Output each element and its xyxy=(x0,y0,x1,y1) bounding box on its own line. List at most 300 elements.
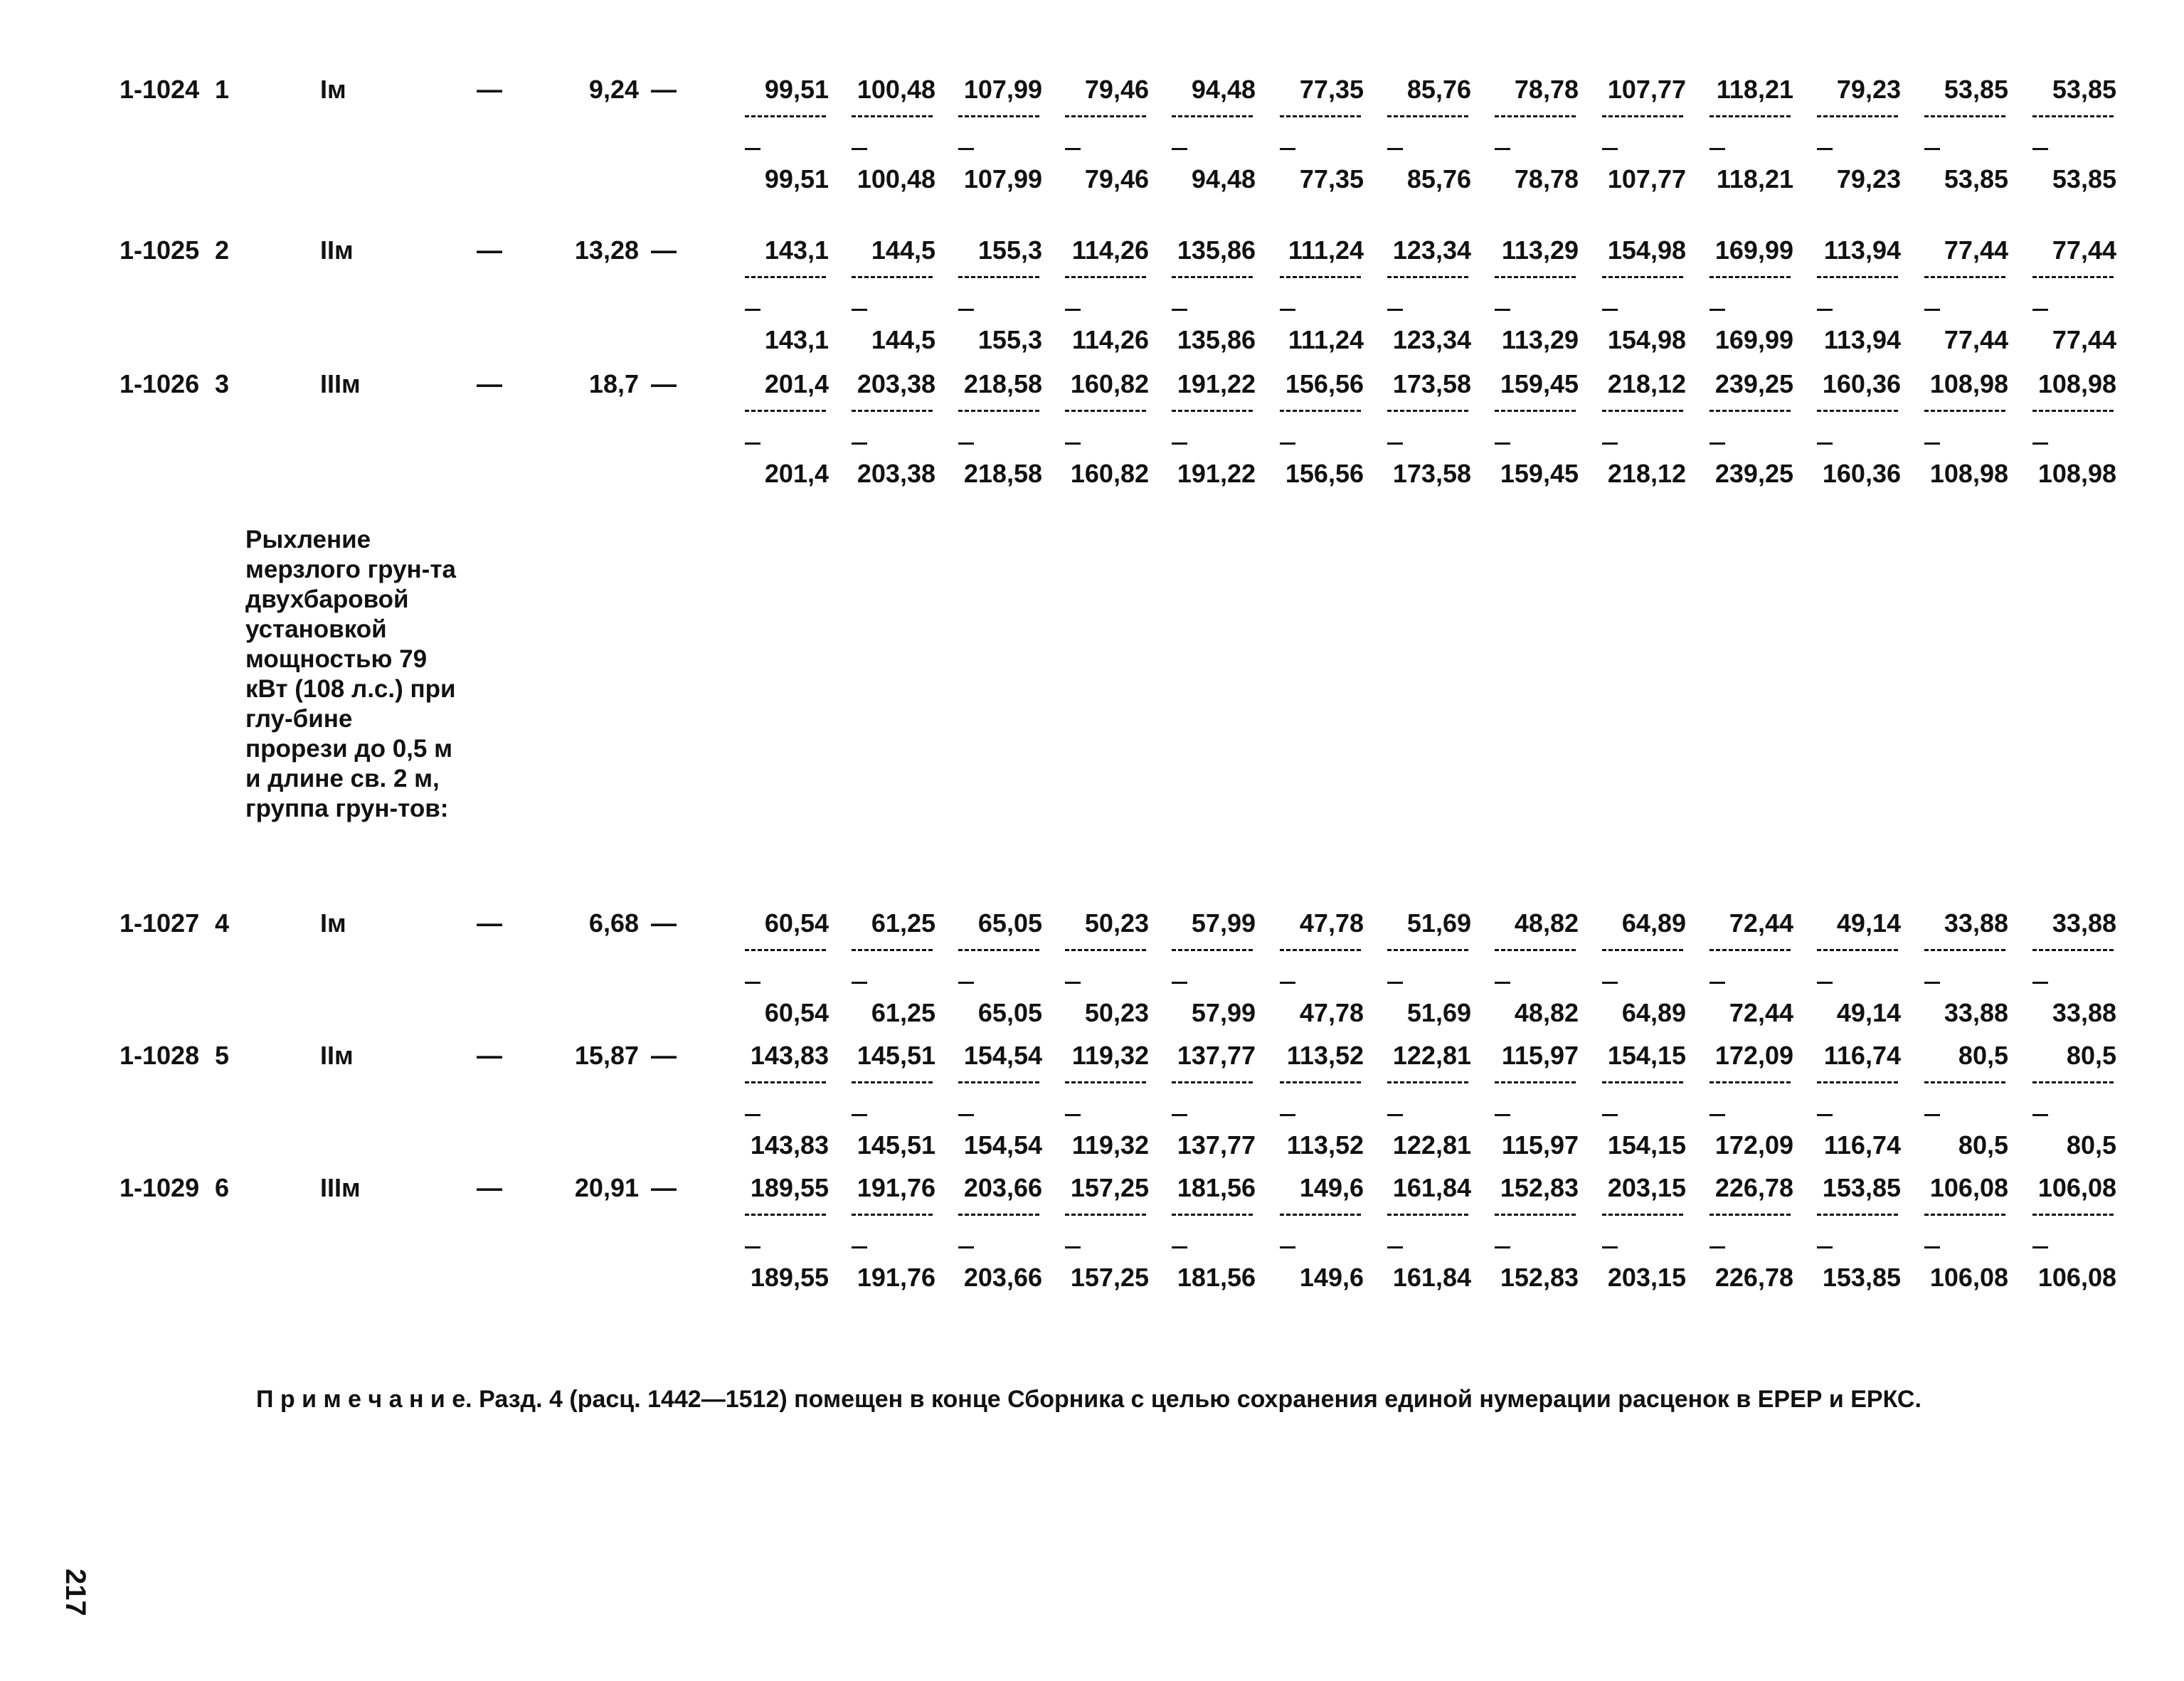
price-numerator: 77,44 xyxy=(2052,235,2116,265)
fraction-line xyxy=(1065,115,1146,117)
minus-sign xyxy=(852,309,867,311)
minus-sign xyxy=(1495,982,1510,984)
minus-sign xyxy=(1602,148,1618,150)
minus-sign xyxy=(1280,309,1295,311)
minus-sign xyxy=(1495,442,1510,445)
price-numerator: 137,77 xyxy=(1177,1041,1256,1070)
fraction-line xyxy=(958,410,1039,412)
dash-cell: — xyxy=(477,1173,502,1202)
price-numerator: 218,58 xyxy=(963,369,1042,398)
soil-group: IIм xyxy=(320,1041,354,1070)
minus-sign xyxy=(745,1114,760,1116)
fraction-line xyxy=(1924,949,2005,951)
price-denominator: 154,15 xyxy=(1607,1130,1686,1160)
price-numerator: 152,83 xyxy=(1500,1173,1579,1202)
fraction-line xyxy=(1065,1081,1146,1083)
price-denominator: 191,76 xyxy=(857,1263,935,1292)
price-numerator: 100,48 xyxy=(857,75,935,104)
price-denominator: 113,52 xyxy=(1286,1130,1364,1160)
price-numerator: 153,85 xyxy=(1822,1173,1901,1202)
fraction-line xyxy=(1817,949,1898,951)
price-numerator: 156,56 xyxy=(1285,369,1364,398)
base-value: 18,7 xyxy=(588,369,639,398)
price-denominator: 218,58 xyxy=(963,459,1042,488)
price-denominator: 154,54 xyxy=(963,1130,1042,1160)
minus-sign xyxy=(1065,1114,1081,1116)
minus-sign xyxy=(1709,982,1725,984)
dash-cell: — xyxy=(477,75,502,104)
price-numerator: 57,99 xyxy=(1191,908,1256,938)
dash-cell: — xyxy=(651,1041,677,1070)
minus-sign xyxy=(1495,1246,1510,1248)
price-denominator: 33,88 xyxy=(2052,998,2116,1027)
footnote-text: Разд. 4 (расц. 1442—1512) помещен в конце Сборника с целью сохранения единой нумерации расценок в ЕРЕР и ЕРКС. xyxy=(479,1386,1921,1413)
price-denominator: 122,81 xyxy=(1392,1130,1471,1160)
price-denominator: 203,38 xyxy=(857,459,935,488)
fraction-line xyxy=(958,115,1039,117)
minus-sign xyxy=(1602,309,1618,311)
price-numerator: 108,98 xyxy=(2037,369,2116,398)
fraction-line xyxy=(1387,115,1468,117)
price-denominator: 100,48 xyxy=(857,164,935,193)
rate-code: 1-1024 xyxy=(120,75,200,104)
price-numerator: 113,29 xyxy=(1501,235,1579,265)
price-denominator: 33,88 xyxy=(1944,998,2008,1027)
price-denominator: 157,25 xyxy=(1070,1263,1149,1292)
price-denominator: 161,84 xyxy=(1392,1263,1471,1292)
page-number: 217 xyxy=(60,1569,91,1616)
price-numerator: 94,48 xyxy=(1191,75,1256,104)
fraction-line xyxy=(1602,115,1683,117)
fraction-line xyxy=(745,276,826,278)
dash-cell: — xyxy=(651,75,677,104)
price-numerator: 47,78 xyxy=(1299,908,1364,938)
fraction-line xyxy=(1709,949,1791,951)
price-denominator: 181,56 xyxy=(1177,1263,1256,1292)
rate-code: 1-1028 xyxy=(120,1041,200,1070)
minus-sign xyxy=(852,148,867,150)
price-numerator: 119,32 xyxy=(1071,1041,1149,1070)
price-denominator: 80,5 xyxy=(1958,1130,2008,1160)
price-denominator: 114,26 xyxy=(1071,325,1149,354)
fraction-line xyxy=(1709,1214,1791,1216)
price-denominator: 99,51 xyxy=(764,164,829,193)
minus-sign xyxy=(1495,148,1510,150)
minus-sign xyxy=(1387,442,1403,445)
price-denominator: 172,09 xyxy=(1714,1130,1793,1160)
minus-sign xyxy=(1495,1114,1510,1116)
minus-sign xyxy=(958,1114,974,1116)
minus-sign xyxy=(958,442,974,445)
minus-sign xyxy=(1172,148,1187,150)
price-denominator: 53,85 xyxy=(1944,164,2008,193)
price-numerator: 106,08 xyxy=(1929,1173,2008,1202)
fraction-line xyxy=(1172,1214,1253,1216)
price-numerator: 51,69 xyxy=(1406,908,1471,938)
price-numerator: 143,83 xyxy=(750,1041,829,1070)
price-denominator: 155,3 xyxy=(977,325,1042,354)
minus-sign xyxy=(745,148,760,150)
base-value: 6,68 xyxy=(588,908,639,938)
minus-sign xyxy=(1924,1114,1940,1116)
fraction-line xyxy=(1280,949,1361,951)
price-numerator: 157,25 xyxy=(1070,1173,1149,1202)
price-denominator: 123,34 xyxy=(1392,325,1471,354)
fraction-line xyxy=(1172,115,1253,117)
fraction-line xyxy=(2032,276,2114,278)
price-denominator: 203,15 xyxy=(1607,1263,1686,1292)
fraction-line xyxy=(1387,276,1468,278)
fraction-line xyxy=(1817,1214,1898,1216)
minus-sign xyxy=(852,1246,867,1248)
minus-sign xyxy=(852,982,867,984)
footnote xyxy=(256,1384,1921,1414)
price-denominator: 173,58 xyxy=(1392,459,1471,488)
price-numerator: 203,15 xyxy=(1607,1173,1686,1202)
price-denominator: 108,98 xyxy=(2037,459,2116,488)
fraction-line xyxy=(1817,410,1898,412)
price-denominator: 160,36 xyxy=(1822,459,1901,488)
minus-sign xyxy=(1280,1114,1295,1116)
price-numerator: 160,36 xyxy=(1822,369,1901,398)
fraction-line xyxy=(1280,115,1361,117)
fraction-line xyxy=(1709,410,1791,412)
fraction-line xyxy=(1924,115,2005,117)
fraction-line xyxy=(1387,1081,1468,1083)
price-numerator: 48,82 xyxy=(1514,908,1579,938)
price-numerator: 218,12 xyxy=(1607,369,1686,398)
price-numerator: 149,6 xyxy=(1299,1173,1364,1202)
fraction-line xyxy=(852,410,933,412)
minus-sign xyxy=(1387,148,1403,150)
price-numerator: 33,88 xyxy=(2052,908,2116,938)
minus-sign xyxy=(852,1114,867,1116)
price-denominator: 64,89 xyxy=(1621,998,1686,1027)
fraction-line xyxy=(745,1214,826,1216)
fraction-line xyxy=(958,949,1039,951)
fraction-line xyxy=(1924,276,2005,278)
price-denominator: 115,97 xyxy=(1501,1130,1579,1160)
fraction-line xyxy=(1924,410,2005,412)
price-denominator: 61,25 xyxy=(871,998,935,1027)
minus-sign xyxy=(1172,982,1187,984)
fraction-line xyxy=(1709,1081,1791,1083)
price-denominator: 156,56 xyxy=(1285,459,1364,488)
rate-code: 1-1029 xyxy=(120,1173,200,1202)
row-number: 2 xyxy=(215,235,230,265)
minus-sign xyxy=(1924,982,1940,984)
price-denominator: 49,14 xyxy=(1836,998,1901,1027)
minus-sign xyxy=(745,309,760,311)
price-numerator: 61,25 xyxy=(871,908,935,938)
price-numerator: 77,44 xyxy=(1944,235,2008,265)
fraction-line xyxy=(1495,276,1576,278)
price-denominator: 153,85 xyxy=(1822,1263,1901,1292)
minus-sign xyxy=(745,982,760,984)
minus-sign xyxy=(1924,1246,1940,1248)
footnote-label: П р и м е ч а н и е. xyxy=(256,1386,472,1413)
price-denominator: 77,44 xyxy=(2052,325,2116,354)
price-numerator: 154,98 xyxy=(1607,235,1686,265)
minus-sign xyxy=(958,148,974,150)
price-numerator: 115,97 xyxy=(1501,1041,1579,1070)
fraction-line xyxy=(1280,276,1361,278)
price-denominator: 239,25 xyxy=(1714,459,1793,488)
price-denominator: 160,82 xyxy=(1070,459,1149,488)
price-denominator: 113,94 xyxy=(1823,325,1901,354)
price-numerator: 53,85 xyxy=(2052,75,2116,104)
fraction-line xyxy=(1280,1214,1361,1216)
fraction-line xyxy=(1924,1214,2005,1216)
price-numerator: 114,26 xyxy=(1071,235,1149,265)
price-denominator: 106,08 xyxy=(2037,1263,2116,1292)
price-numerator: 159,45 xyxy=(1500,369,1579,398)
minus-sign xyxy=(1065,982,1081,984)
fraction-line xyxy=(1817,276,1898,278)
minus-sign xyxy=(2032,1246,2048,1248)
price-numerator: 169,99 xyxy=(1714,235,1793,265)
price-denominator: 169,99 xyxy=(1714,325,1793,354)
fraction-line xyxy=(1924,1081,2005,1083)
price-denominator: 106,08 xyxy=(1929,1263,2008,1292)
minus-sign xyxy=(1602,982,1618,984)
price-numerator: 64,89 xyxy=(1621,908,1686,938)
base-value: 20,91 xyxy=(574,1173,639,1202)
minus-sign xyxy=(1602,1246,1618,1248)
price-denominator: 113,29 xyxy=(1501,325,1579,354)
fraction-line xyxy=(1495,410,1576,412)
price-numerator: 106,08 xyxy=(2037,1173,2116,1202)
minus-sign xyxy=(1387,982,1403,984)
minus-sign xyxy=(1280,1246,1295,1248)
price-numerator: 160,82 xyxy=(1070,369,1149,398)
fraction-line xyxy=(852,949,933,951)
row-number: 1 xyxy=(215,75,230,104)
fraction-line xyxy=(1495,949,1576,951)
fraction-line xyxy=(1172,1081,1253,1083)
price-numerator: 85,76 xyxy=(1406,75,1471,104)
price-denominator: 60,54 xyxy=(764,998,829,1027)
price-denominator: 78,78 xyxy=(1514,164,1579,193)
price-denominator: 203,66 xyxy=(963,1263,1042,1292)
fraction-line xyxy=(1602,1214,1683,1216)
dash-cell: — xyxy=(651,235,677,265)
fraction-line xyxy=(1495,115,1576,117)
dash-cell: — xyxy=(651,369,677,398)
fraction-line xyxy=(1387,949,1468,951)
price-numerator: 77,35 xyxy=(1299,75,1364,104)
price-numerator: 154,54 xyxy=(963,1041,1042,1070)
minus-sign xyxy=(958,1246,974,1248)
fraction-line xyxy=(1817,1081,1898,1083)
price-numerator: 49,14 xyxy=(1836,908,1901,938)
fraction-line xyxy=(852,1081,933,1083)
price-numerator: 161,84 xyxy=(1392,1173,1471,1202)
price-denominator: 53,85 xyxy=(2052,164,2116,193)
price-denominator: 111,24 xyxy=(1288,325,1364,354)
fraction-line xyxy=(1602,410,1683,412)
fraction-line xyxy=(745,115,826,117)
rate-code: 1-1026 xyxy=(120,369,200,398)
price-numerator: 135,86 xyxy=(1177,235,1256,265)
price-numerator: 53,85 xyxy=(1944,75,2008,104)
price-denominator: 137,77 xyxy=(1177,1130,1256,1160)
price-numerator: 191,76 xyxy=(857,1173,935,1202)
minus-sign xyxy=(1602,442,1618,445)
price-numerator: 145,51 xyxy=(857,1041,935,1070)
price-numerator: 111,24 xyxy=(1288,235,1364,265)
price-denominator: 226,78 xyxy=(1714,1263,1793,1292)
fraction-line xyxy=(958,1081,1039,1083)
price-numerator: 155,3 xyxy=(977,235,1042,265)
fraction-line xyxy=(1709,115,1791,117)
price-numerator: 172,09 xyxy=(1714,1041,1793,1070)
fraction-line xyxy=(1602,1081,1683,1083)
minus-sign xyxy=(1280,148,1295,150)
minus-sign xyxy=(2032,148,2048,150)
minus-sign xyxy=(1817,1246,1833,1248)
minus-sign xyxy=(1280,442,1295,445)
minus-sign xyxy=(1709,442,1725,445)
price-denominator: 118,21 xyxy=(1716,164,1793,193)
price-numerator: 107,99 xyxy=(963,75,1042,104)
price-denominator: 108,98 xyxy=(1929,459,2008,488)
fraction-line xyxy=(2032,410,2114,412)
minus-sign xyxy=(1709,148,1725,150)
price-numerator: 173,58 xyxy=(1392,369,1471,398)
base-value: 13,28 xyxy=(574,235,639,265)
price-denominator: 107,99 xyxy=(963,164,1042,193)
price-denominator: 119,32 xyxy=(1071,1130,1149,1160)
fraction-line xyxy=(1387,410,1468,412)
price-numerator: 226,78 xyxy=(1714,1173,1793,1202)
row-number: 4 xyxy=(215,908,230,938)
minus-sign xyxy=(1065,309,1081,311)
fraction-line xyxy=(1602,949,1683,951)
price-denominator: 57,99 xyxy=(1191,998,1256,1027)
base-value: 15,87 xyxy=(574,1041,639,1070)
price-numerator: 116,74 xyxy=(1823,1041,1901,1070)
minus-sign xyxy=(2032,442,2048,445)
price-denominator: 189,55 xyxy=(750,1263,829,1292)
price-denominator: 51,69 xyxy=(1406,998,1471,1027)
fraction-line xyxy=(1602,276,1683,278)
row-number: 3 xyxy=(215,369,230,398)
price-numerator: 201,4 xyxy=(764,369,829,398)
minus-sign xyxy=(1495,309,1510,311)
minus-sign xyxy=(1172,442,1187,445)
price-denominator: 50,23 xyxy=(1084,998,1149,1027)
price-numerator: 65,05 xyxy=(977,908,1042,938)
price-denominator: 65,05 xyxy=(977,998,1042,1027)
section-description xyxy=(245,525,459,824)
price-denominator: 77,44 xyxy=(1944,325,2008,354)
fraction-line xyxy=(2032,115,2114,117)
minus-sign xyxy=(1280,982,1295,984)
price-numerator: 50,23 xyxy=(1084,908,1149,938)
section-description-text: Рыхление мерзлого грун-та двухбаровой установкой мощностью 79 кВт (108 л.с.) при глу-бине прорези до 0,5 м и длине св. 2 м, группа грун-тов: xyxy=(245,526,456,822)
price-numerator: 107,77 xyxy=(1607,75,1686,104)
price-denominator: 77,35 xyxy=(1299,164,1364,193)
price-denominator: 72,44 xyxy=(1729,998,1793,1027)
fraction-line xyxy=(852,1214,933,1216)
price-denominator: 191,22 xyxy=(1177,459,1256,488)
row-number: 6 xyxy=(215,1173,230,1202)
row-number: 5 xyxy=(215,1041,230,1070)
price-numerator: 60,54 xyxy=(764,908,829,938)
price-numerator: 203,38 xyxy=(857,369,935,398)
price-numerator: 191,22 xyxy=(1177,369,1256,398)
minus-sign xyxy=(1924,309,1940,311)
price-denominator: 159,45 xyxy=(1500,459,1579,488)
rate-code: 1-1025 xyxy=(120,235,200,265)
minus-sign xyxy=(1709,309,1725,311)
fraction-line xyxy=(2032,1081,2114,1083)
soil-group: IIIм xyxy=(320,1173,361,1202)
minus-sign xyxy=(1065,442,1081,445)
minus-sign xyxy=(1387,1114,1403,1116)
fraction-line xyxy=(1065,949,1146,951)
price-denominator: 116,74 xyxy=(1823,1130,1901,1160)
minus-sign xyxy=(2032,982,2048,984)
price-denominator: 135,86 xyxy=(1177,325,1256,354)
price-denominator: 201,4 xyxy=(764,459,829,488)
price-numerator: 99,51 xyxy=(764,75,829,104)
price-numerator: 203,66 xyxy=(963,1173,1042,1202)
price-numerator: 80,5 xyxy=(2066,1041,2116,1070)
fraction-line xyxy=(745,949,826,951)
price-numerator: 79,23 xyxy=(1836,75,1901,104)
fraction-line xyxy=(1280,410,1361,412)
minus-sign xyxy=(1172,309,1187,311)
dash-cell: — xyxy=(651,908,677,938)
minus-sign xyxy=(1065,148,1081,150)
minus-sign xyxy=(1817,309,1833,311)
price-numerator: 80,5 xyxy=(1958,1041,2008,1070)
price-numerator: 189,55 xyxy=(750,1173,829,1202)
dash-cell: — xyxy=(477,908,502,938)
fraction-line xyxy=(1172,410,1253,412)
price-numerator: 72,44 xyxy=(1729,908,1793,938)
minus-sign xyxy=(1709,1246,1725,1248)
price-numerator: 108,98 xyxy=(1929,369,2008,398)
dash-cell: — xyxy=(477,369,502,398)
price-denominator: 107,77 xyxy=(1607,164,1686,193)
minus-sign xyxy=(1924,148,1940,150)
price-numerator: 123,34 xyxy=(1392,235,1471,265)
minus-sign xyxy=(1602,1114,1618,1116)
fraction-line xyxy=(1172,276,1253,278)
minus-sign xyxy=(1817,982,1833,984)
dash-cell: — xyxy=(651,1173,677,1202)
minus-sign xyxy=(745,1246,760,1248)
fraction-line xyxy=(958,1214,1039,1216)
price-numerator: 181,56 xyxy=(1177,1173,1256,1202)
price-denominator: 143,83 xyxy=(750,1130,829,1160)
minus-sign xyxy=(1387,309,1403,311)
soil-group: IIIм xyxy=(320,369,361,398)
dash-cell: — xyxy=(477,1041,502,1070)
price-numerator: 143,1 xyxy=(764,235,829,265)
fraction-line xyxy=(1495,1214,1576,1216)
fraction-line xyxy=(1065,410,1146,412)
price-denominator: 143,1 xyxy=(764,325,829,354)
minus-sign xyxy=(1709,1114,1725,1116)
price-numerator: 118,21 xyxy=(1716,75,1793,104)
minus-sign xyxy=(1817,1114,1833,1116)
minus-sign xyxy=(1065,1246,1081,1248)
soil-group: IIм xyxy=(320,235,354,265)
